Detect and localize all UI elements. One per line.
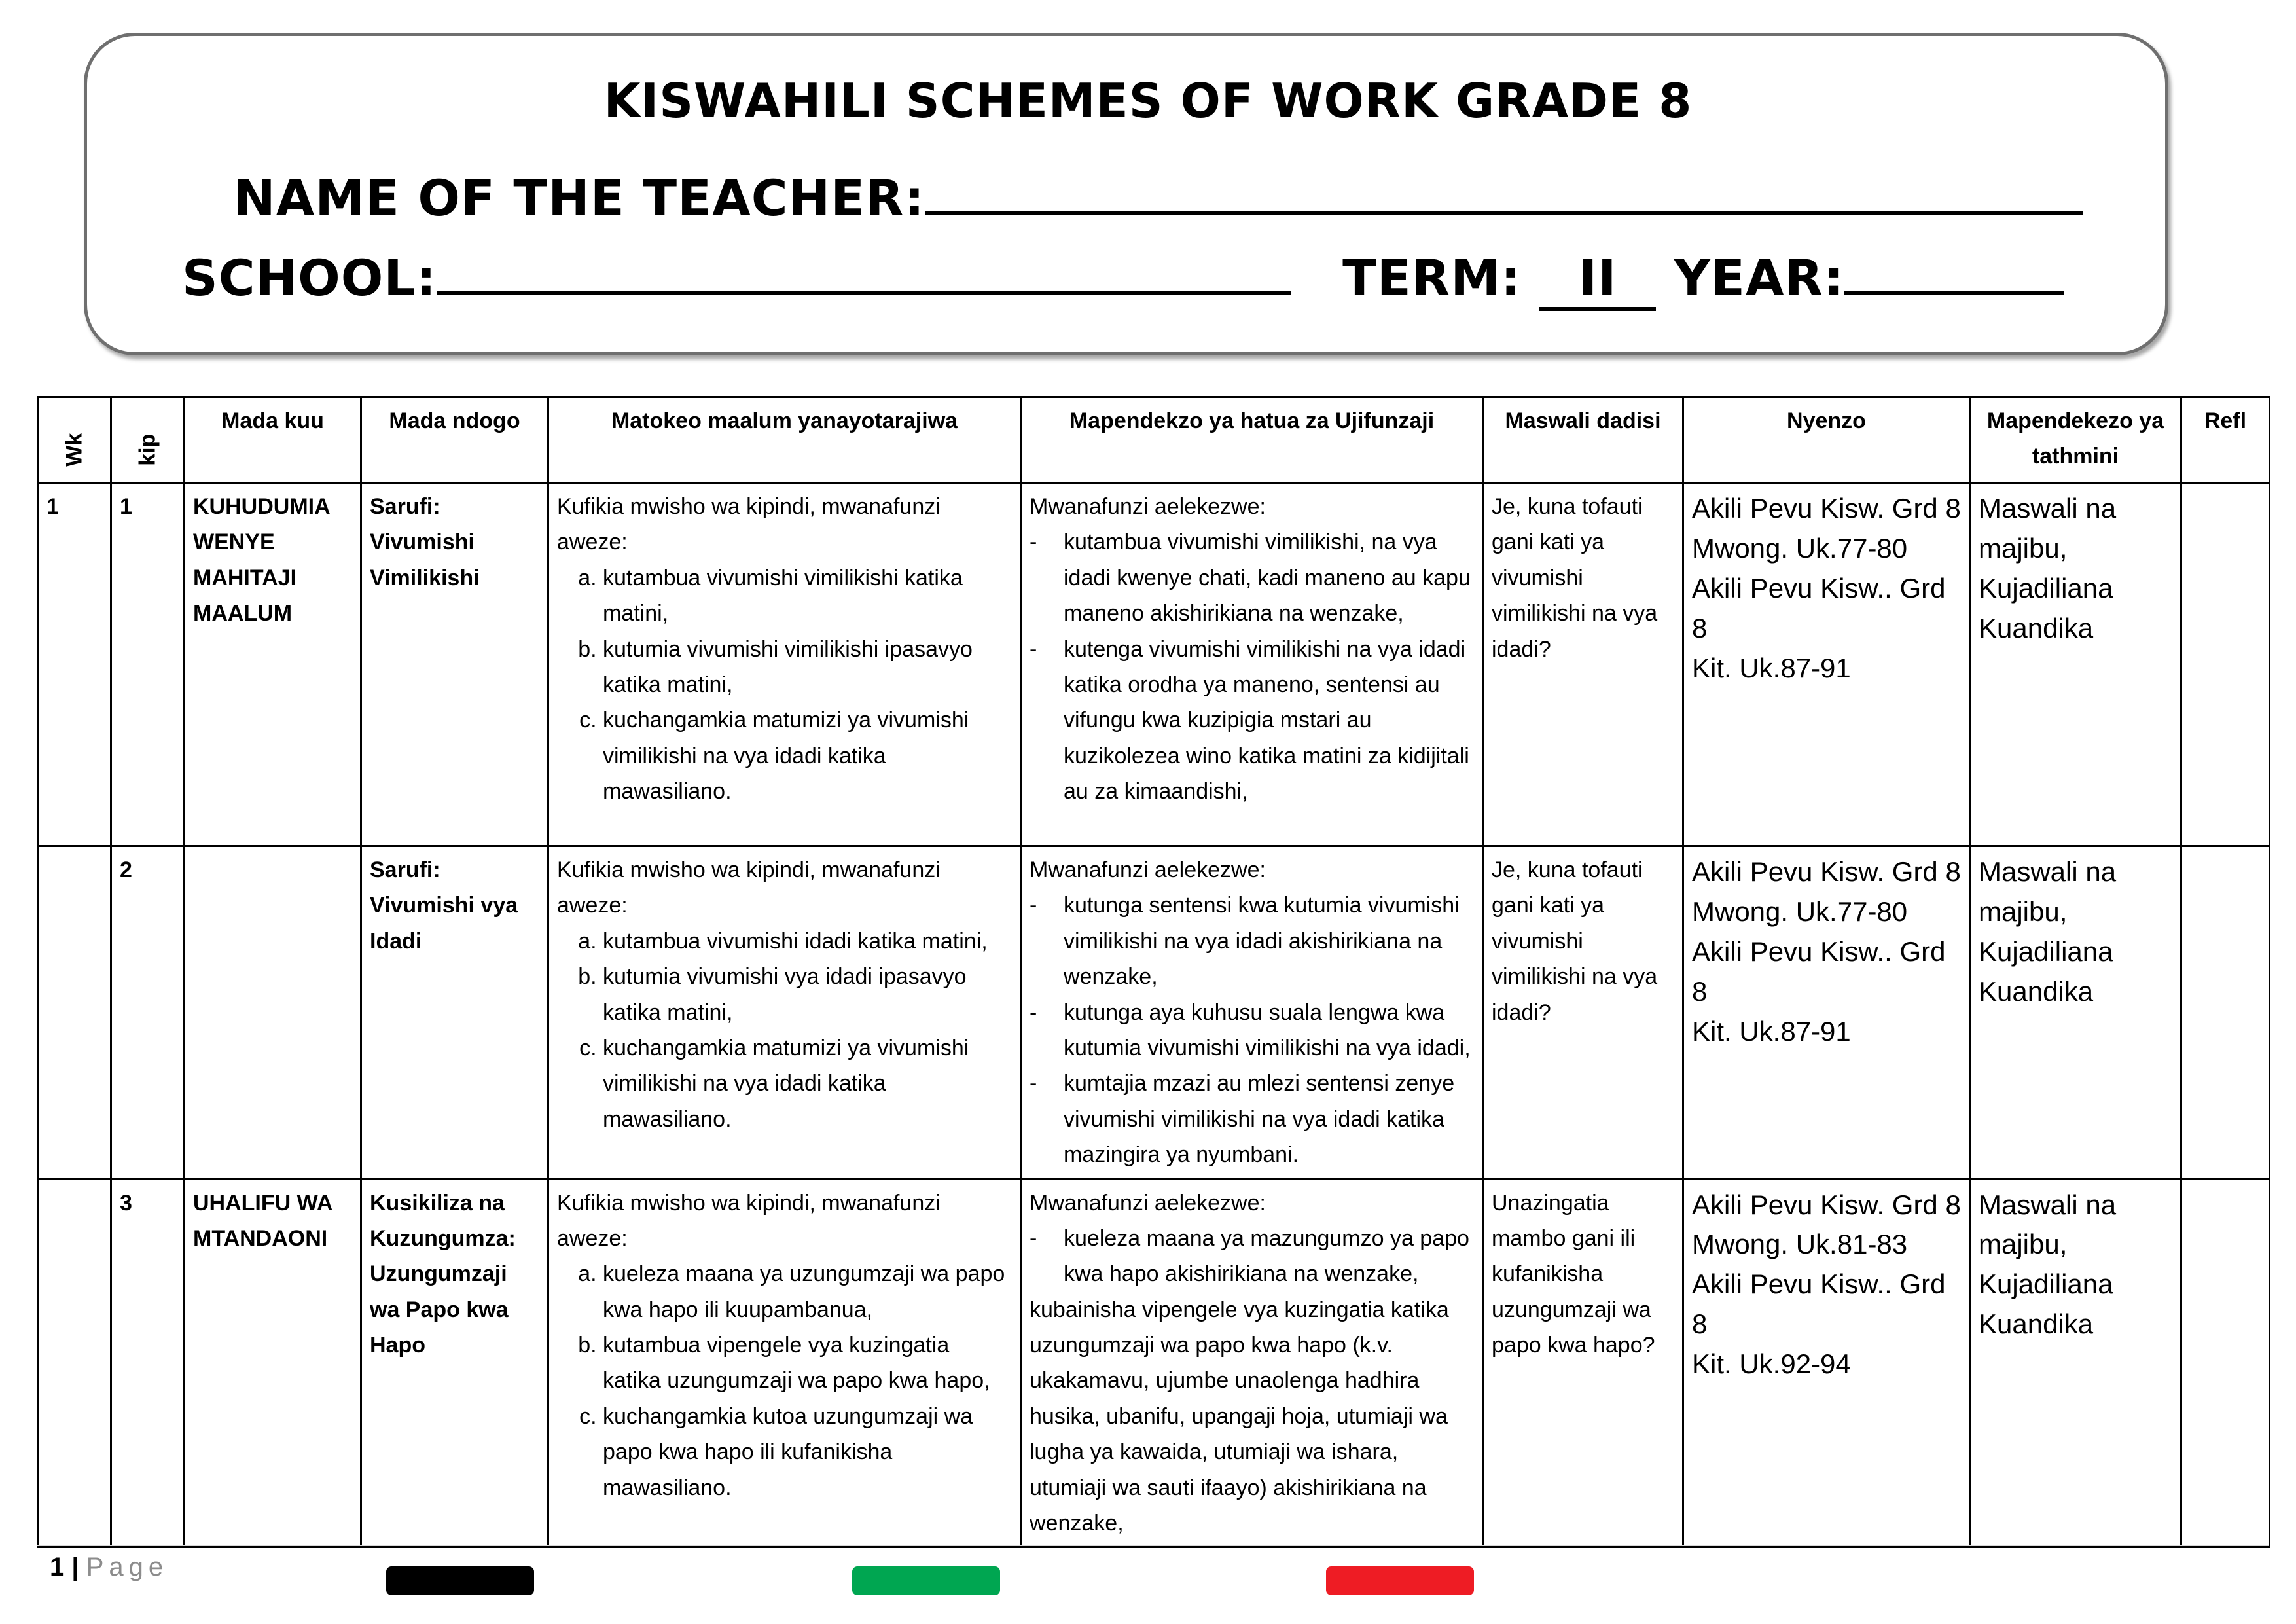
cell-wk: 1: [38, 483, 111, 846]
page-label: Page: [86, 1553, 169, 1581]
tathmini-line: Maswali na majibu,: [1979, 856, 2117, 927]
cell-mada-kuu: [185, 846, 361, 1180]
flag-bar-black: [386, 1566, 534, 1595]
list-item: - kutambua vivumishi vimilikishi, na vya idadi kwenye chati, kadi maneno au kapu maneno akishirikiana na wenzake,: [1064, 524, 1474, 631]
tathmini-line: Maswali na majibu,: [1979, 1189, 2117, 1260]
nyenzo-line: Akili Pevu Kisw. Grd 8: [1692, 493, 1961, 524]
cell-nyenzo: [1683, 846, 1970, 1180]
list-item: c. kuchangamkia kutoa uzungumzaji wa papo kwa hapo ili kufanikisha mawasiliano.: [603, 1399, 1012, 1506]
flag-bar-green: [852, 1566, 1000, 1595]
tathmini-line: Kujadiliana: [1979, 572, 2113, 604]
year-blank: [1844, 251, 2064, 295]
footer-divider: [37, 1545, 2269, 1546]
hatua-intro: Mwanafunzi aelekezwe:: [1030, 857, 1266, 882]
cell-tathmini: [1970, 483, 2181, 846]
page-number: [50, 1553, 168, 1582]
cell-mada-kuu: UHALIFU WA MTANDAONI: [185, 1179, 361, 1547]
cell-hatua: [1021, 846, 1483, 1180]
hatua-intro: Mwanafunzi aelekezwe:: [1030, 494, 1266, 519]
cell-refl: [2181, 846, 2270, 1180]
tathmini-line: Kuandika: [1979, 975, 2094, 1007]
cell-wk: [38, 846, 111, 1180]
tathmini-line: Kujadiliana: [1979, 935, 2113, 967]
teacher-label: NAME OF THE TEACHER:: [234, 169, 925, 227]
header-mada-ndogo: Mada ndogo: [361, 397, 548, 483]
nyenzo-line: Kit. Uk.87-91: [1692, 1015, 1851, 1047]
cell-tathmini: [1970, 846, 2181, 1180]
cell-maswali: Je, kuna tofauti gani kati ya vivumishi vimilikishi na vya idadi?: [1483, 846, 1683, 1180]
page-number-value: 1: [50, 1553, 65, 1581]
school-label: SCHOOL:: [182, 249, 437, 307]
cell-kip: 2: [111, 846, 185, 1180]
tathmini-line: Kuandika: [1979, 1308, 2094, 1340]
nyenzo-line: Akili Pevu Kisw. Grd 8: [1692, 1189, 1961, 1220]
list-item: a. kutambua vivumishi vimilikishi katika matini,: [603, 560, 1012, 632]
table-header-row: [38, 397, 2270, 483]
document-title: KISWAHILI SCHEMES OF WORK GRADE 8: [603, 73, 1693, 128]
header-tathmini: Mapendekezo ya tathmini: [1970, 397, 2181, 483]
flag-bar-red: [1326, 1566, 1474, 1595]
list-item: - kumtajia mzazi au mlezi sentensi zenye vivumishi vimilikishi na vya idadi katika mazingira ya nyumbani.: [1064, 1066, 1474, 1172]
list-item: c. kuchangamkia matumizi ya vivumishi vimilikishi na vya idadi katika mawasiliano.: [603, 702, 1012, 809]
school-term-year-line: [182, 249, 2064, 311]
table-row: [38, 1179, 2270, 1547]
list-item: b. kutumia vivumishi vimilikishi ipasavyo katika matini,: [603, 632, 1012, 703]
cell-hatua: [1021, 1179, 1483, 1547]
header-kip: kip: [111, 397, 185, 483]
header-nyenzo: Nyenzo: [1683, 397, 1970, 483]
nyenzo-line: Akili Pevu Kisw. Grd 8: [1692, 856, 1961, 887]
term-label: TERM:: [1342, 249, 1522, 307]
header-maswali: Maswali dadisi: [1483, 397, 1683, 483]
schemes-table: [37, 396, 2270, 1548]
cell-mada-ndogo: Sarufi: Vivumishi Vimilikishi: [361, 483, 548, 846]
header-hatua: Mapendekzo ya hatua za Ujifunzaji: [1021, 397, 1483, 483]
nyenzo-line: Akili Pevu Kisw.. Grd 8: [1692, 935, 1946, 1007]
tathmini-line: Maswali na majibu,: [1979, 493, 2117, 564]
cell-kip: 3: [111, 1179, 185, 1547]
list-item: - kueleza maana ya mazungumzo ya papo kwa hapo akishirikiana na wenzake,: [1064, 1221, 1474, 1292]
cell-nyenzo: [1683, 483, 1970, 846]
header-wk: Wk: [38, 397, 111, 483]
header-refl: Refl: [2181, 397, 2270, 483]
list-item: - kutenga vivumishi vimilikishi na vya idadi katika orodha ya maneno, sentensi au vifungu kwa kuzipigia mstari au kuzikolezea wino katika matini za kidijitali au za kimaandishi,: [1064, 632, 1474, 810]
list-item: - kutunga aya kuhusu suala lengwa kwa kutumia vivumishi vimilikishi na vya idadi,: [1064, 995, 1474, 1066]
list-item: a. kueleza maana ya uzungumzaji wa papo kwa hapo ili kuupambanua,: [603, 1256, 1012, 1327]
cell-matokeo: [548, 1179, 1021, 1547]
cell-mada-ndogo: Kusikiliza na Kuzungumza: Uzungumzaji wa Papo kwa Hapo: [361, 1179, 548, 1547]
list-item: b. kutumia vivumishi vya idadi ipasavyo katika matini,: [603, 959, 1012, 1030]
nyenzo-line: Akili Pevu Kisw.. Grd 8: [1692, 1269, 1946, 1340]
cell-wk: [38, 1179, 111, 1547]
cell-hatua: [1021, 483, 1483, 846]
school-blank: [437, 251, 1291, 295]
tathmini-line: Kuandika: [1979, 612, 2094, 643]
hatua-intro: Mwanafunzi aelekezwe:: [1030, 1190, 1266, 1216]
tathmini-line: Kujadiliana: [1979, 1269, 2113, 1300]
list-item: - kutunga sentensi kwa kutumia vivumishi vimilikishi na vya idadi akishirikiana na wenzake,: [1064, 888, 1474, 994]
header-matokeo: Matokeo maalum yanayotarajiwa: [548, 397, 1021, 483]
page-separator: |: [71, 1553, 79, 1581]
matokeo-intro: Kufikia mwisho wa kipindi, mwanafunzi aweze:: [557, 857, 941, 918]
list-item: a. kutambua vivumishi idadi katika matini,: [603, 924, 1012, 959]
matokeo-intro: Kufikia mwisho wa kipindi, mwanafunzi aweze:: [557, 1190, 941, 1251]
cell-kip: 1: [111, 483, 185, 846]
nyenzo-line: Kit. Uk.92-94: [1692, 1348, 1851, 1380]
cell-refl: [2181, 1179, 2270, 1547]
year-label: YEAR:: [1674, 249, 1844, 307]
cell-mada-kuu: KUHUDUMIA WENYE MAHITAJI MAALUM: [185, 483, 361, 846]
nyenzo-line: Akili Pevu Kisw.. Grd 8: [1692, 572, 1946, 643]
cell-matokeo: [548, 483, 1021, 846]
header-mada-kuu: Mada kuu: [185, 397, 361, 483]
hatua-tail: kubainisha vipengele vya kuzingatia katika uzungumzaji wa papo kwa hapo (k.v. ukakamavu, ujumbe unaolenga hadhira husika, ubanifu, upangaji hoja, utumiaji wa lugha ya kawaida, utumiaji wa ishara, utumiaji wa sauti ifaayo) akishirikiana na wenzake,: [1030, 1297, 1449, 1536]
teacher-name-line: [234, 169, 2083, 227]
cell-mada-ndogo: Sarufi: Vivumishi vya Idadi: [361, 846, 548, 1180]
table-row: [38, 846, 2270, 1180]
term-value: II: [1539, 249, 1657, 311]
cell-matokeo: [548, 846, 1021, 1180]
matokeo-intro: Kufikia mwisho wa kipindi, mwanafunzi aweze:: [557, 494, 941, 555]
cell-nyenzo: [1683, 1179, 1970, 1547]
list-item: c. kuchangamkia matumizi ya vivumishi vimilikishi na vya idadi katika mawasiliano.: [603, 1030, 1012, 1137]
nyenzo-line: Mwong. Uk.77-80: [1692, 532, 1908, 564]
cell-refl: [2181, 483, 2270, 846]
table-row: [38, 483, 2270, 846]
cell-tathmini: [1970, 1179, 2181, 1547]
list-item: b. kutambua vipengele vya kuzingatia katika uzungumzaji wa papo kwa hapo,: [603, 1327, 1012, 1399]
nyenzo-line: Mwong. Uk.77-80: [1692, 895, 1908, 927]
cell-maswali: Je, kuna tofauti gani kati ya vivumishi vimilikishi na vya idadi?: [1483, 483, 1683, 846]
teacher-blank: [925, 171, 2083, 215]
cell-maswali: Unazingatia mambo gani ili kufanikisha uzungumzaji wa papo kwa hapo?: [1483, 1179, 1683, 1547]
nyenzo-line: Kit. Uk.87-91: [1692, 652, 1851, 683]
nyenzo-line: Mwong. Uk.81-83: [1692, 1229, 1908, 1260]
